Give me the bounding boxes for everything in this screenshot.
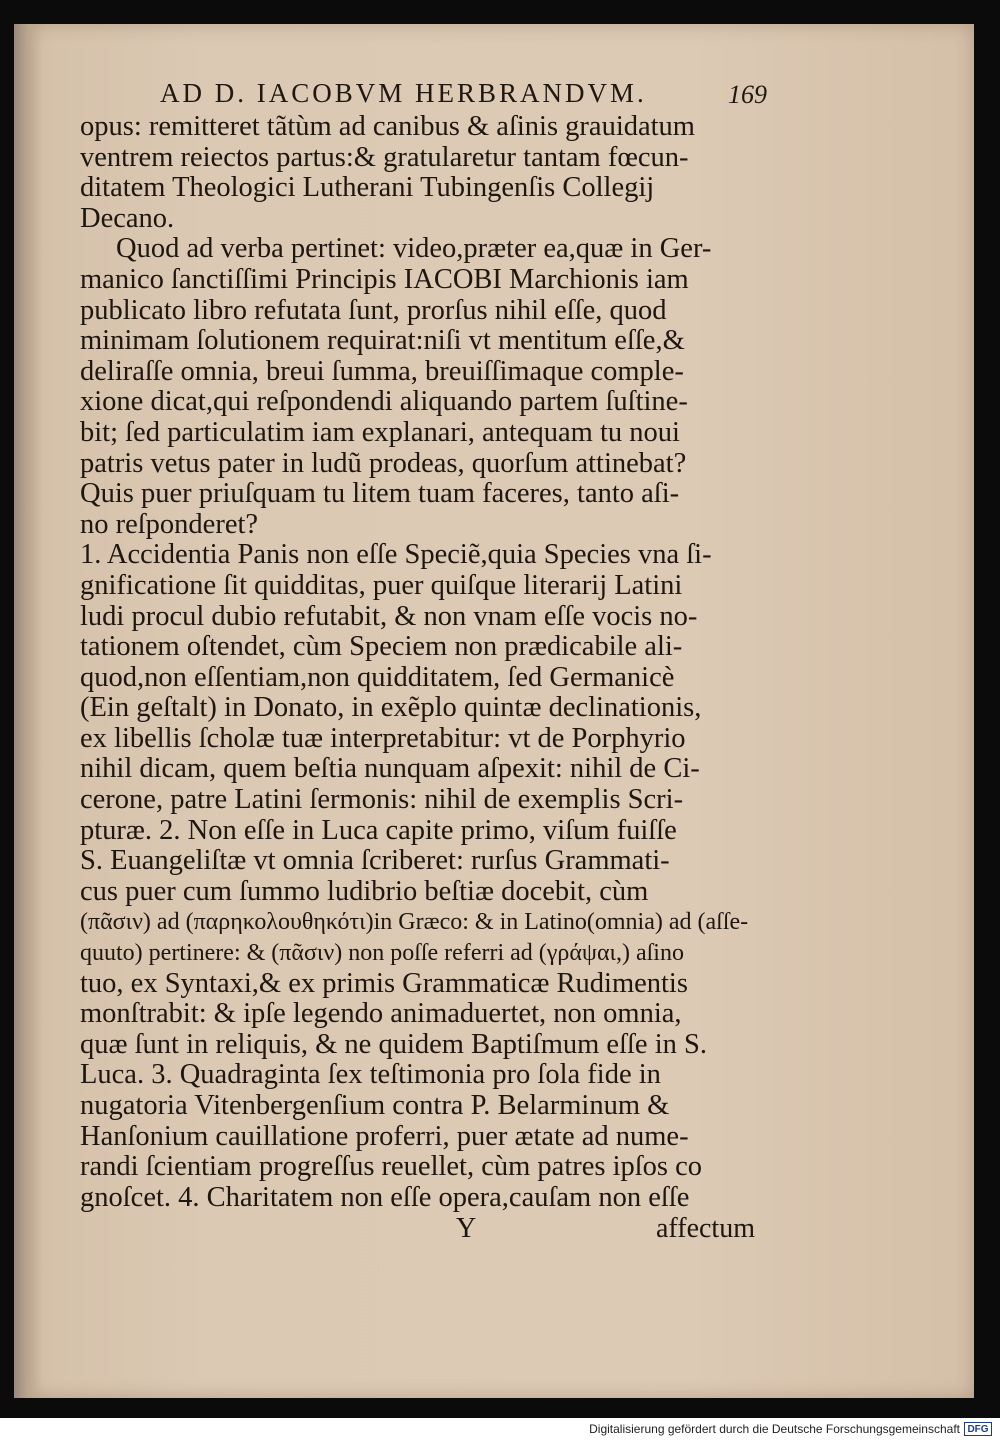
text-line: Quod ad verba pertinet: video,præter ea,quæ in Ger- xyxy=(116,234,712,265)
text-line: (πᾶσιν) ad (παρηκολουθηκότι)in Græco: & in Latino(omnia) ad (aſſe- xyxy=(80,909,749,936)
text-line: Luca. 3. Quadraginta ſex teſtimonia pro ſola fide in xyxy=(80,1060,661,1091)
text-line: tationem oſtendet, cùm Speciem non prædicabile ali- xyxy=(80,632,683,663)
text-line: monſtrabit: & ipſe legendo animaduertet, non omnia, xyxy=(80,999,682,1030)
body-text xyxy=(80,112,770,1213)
footer-bar xyxy=(0,1418,1000,1442)
text-line: randi ſcientiam progreſſus reuellet, cùm patres ipſos co xyxy=(80,1152,703,1183)
text-line: bit; ſed particulatim iam explanari, antequam tu noui xyxy=(80,417,680,448)
text-line: gnoſcet. 4. Charitatem non eſſe opera,cauſam non eſſe xyxy=(80,1182,690,1213)
text-line: no reſponderet? xyxy=(80,509,259,540)
text-line: pturæ. 2. Non eſſe in Luca capite primo, viſum fuiſſe xyxy=(80,815,677,846)
page-gutter-shadow xyxy=(14,24,42,1398)
text-line: ex libellis ſcholæ tuæ interpretabitur: vt de Porphyrio xyxy=(80,723,686,754)
text-line: quuto) pertinere: & (πᾶσιν) non poſſe referri ad (γράψαι,) aſino xyxy=(80,940,684,967)
text-line: S. Euangeliſtæ vt omnia ſcriberet: rurſus Grammati- xyxy=(80,846,670,877)
text-line: (Ein geſtalt) in Donato, in exẽplo quintæ declinationis, xyxy=(80,693,702,724)
text-line: opus: remitteret tãtùm ad canibus & aſinis grauidatum xyxy=(80,112,695,142)
catchword: affectum xyxy=(656,1213,755,1244)
text-line: Decano. xyxy=(80,203,175,234)
text-line: Hanſonium cauillatione proferri, puer ætate ad nume- xyxy=(80,1121,689,1152)
text-line: manico ſanctiſſimi Principis IACOBI Marchionis iam xyxy=(80,264,689,295)
page-number: 169 xyxy=(728,80,767,109)
running-head: AD D. IACOBVM HERBRANDVM. xyxy=(160,78,647,108)
signature-mark: Y xyxy=(456,1213,477,1244)
text-line: gnificatione ſit quidditas, puer quiſque literarij Latini xyxy=(80,570,683,601)
dfg-logo: DFG xyxy=(964,1422,992,1436)
text-line: cus puer cum ſummo ludibrio beſtiæ docebit, cùm xyxy=(80,876,649,907)
text-line: deliraſſe omnia, breui ſumma, breuiſſimaque comple- xyxy=(80,356,684,387)
text-line: tuo, ex Syntaxi,& ex primis Grammaticæ Rudimentis xyxy=(80,968,688,999)
text-line: nugatoria Vitenbergenſium contra P. Belarminum & xyxy=(80,1091,670,1121)
text-line: minimam ſolutionem requirat:niſi vt mentitum eſſe,& xyxy=(80,326,685,357)
text-line: quod,non eſſentiam,non quidditatem, ſed Germanicè xyxy=(80,662,675,693)
text-line: patris vetus pater in ludũ prodeas, quorſum attinebat? xyxy=(80,448,687,479)
text-line: ludi procul dubio refutabit, & non vnam eſſe vocis no- xyxy=(80,601,698,632)
text-line: 1. Accidentia Panis non eſſe Speciẽ,quia Species vna ſi- xyxy=(80,540,712,571)
text-line: quæ ſunt in reliquis, & ne quidem Baptiſmum eſſe in S. xyxy=(80,1029,707,1060)
text-line: ventrem reiectos partus:& gratularetur tantam fœcun- xyxy=(80,142,689,173)
text-line: Quis puer priuſquam tu litem tuam faceres, tanto aſi- xyxy=(80,479,680,510)
text-line: xione dicat,qui reſpondendi aliquando partem ſuſtine- xyxy=(80,387,688,418)
text-line: ditatem Theologici Lutherani Tubingenſis Collegij xyxy=(80,173,655,204)
text-line: nihil dicam, quem beſtia nunquam aſpexit: nihil de Ci- xyxy=(80,754,700,785)
funding-credit: Digitalisierung gefördert durch die Deutsche Forschungsgemeinschaft xyxy=(589,1422,960,1436)
text-line: cerone, patre Latini ſermonis: nihil de exemplis Scri- xyxy=(80,785,684,816)
text-line: publicato libro refutata ſunt, prorſus nihil eſſe, quod xyxy=(80,295,667,326)
